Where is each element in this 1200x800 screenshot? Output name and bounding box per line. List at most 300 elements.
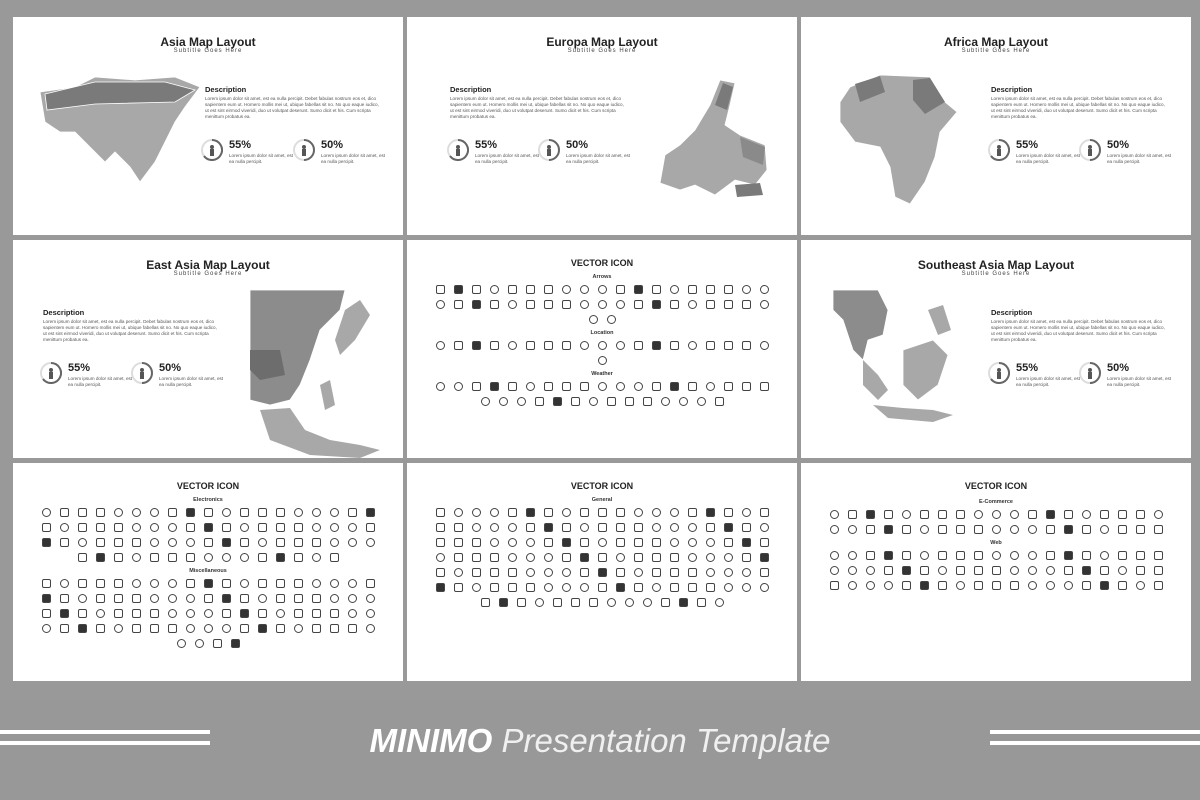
vector-icon <box>366 624 375 633</box>
vector-icon <box>454 341 463 350</box>
slide-east-asia-map[interactable] <box>13 240 403 458</box>
icon-section-title: Weather <box>591 371 613 377</box>
slide-vector-icon-electronics[interactable] <box>13 463 403 681</box>
person-icon <box>1079 362 1101 384</box>
vector-icon <box>1154 581 1163 590</box>
vector-icon <box>956 525 965 534</box>
vector-icon <box>366 579 375 588</box>
vector-icon <box>436 583 445 592</box>
vector-icon <box>96 538 105 547</box>
vector-icon <box>276 579 285 588</box>
vector-icon <box>78 523 87 532</box>
vector-icon <box>294 624 303 633</box>
slide-subtitle: Subtitle Goes Here <box>567 48 637 54</box>
vector-icon <box>436 538 445 547</box>
vector-icon <box>114 624 123 633</box>
vector-icon <box>42 609 51 618</box>
vector-icon <box>1082 581 1091 590</box>
vector-icon <box>60 594 69 603</box>
vector-icon <box>1100 566 1109 575</box>
vector-icon <box>186 579 195 588</box>
icon-sections <box>825 493 1167 590</box>
vector-icon <box>78 594 87 603</box>
vector-icon <box>472 538 481 547</box>
vector-icon <box>670 508 679 517</box>
vector-icon <box>884 566 893 575</box>
vector-icon <box>294 538 303 547</box>
vector-icon <box>436 553 445 562</box>
vector-icon <box>60 538 69 547</box>
vector-icon <box>544 538 553 547</box>
vector-icon <box>330 594 339 603</box>
description-text: Lorem ipsum dolor sit amet, est ea nulla percipit. Debet fabulas nostrum eos et, dico sapientem eum ut. Homero mollis mei ut, ubique fabellas sit no. No quo eaque iudico, ut est sint eirmod viveridi, duo ut volutpat deserunt. Sumo dicit et his. Cum scripta menittum probatus ea. <box>450 96 624 119</box>
vector-icon <box>742 583 751 592</box>
vector-icon <box>114 523 123 532</box>
vector-icon <box>258 508 267 517</box>
vector-icon <box>616 382 625 391</box>
vector-icon <box>1082 525 1091 534</box>
vector-icon <box>598 341 607 350</box>
vector-icon <box>634 285 643 294</box>
description-text: Lorem ipsum dolor sit amet, est ea nulla percipit. Debet fabulas nostrum eos et, dico sapientem eum ut. Homero mollis mei ut, ubique fabellas sit no. No quo eaque iudico, ut est sint eirmod viveridi, duo ut volutpat deserunt. Sumo dicit et his. Cum scripta menittum probatus ea. <box>43 319 217 342</box>
vector-icon <box>78 553 87 562</box>
vector-icon <box>974 551 983 560</box>
slide-africa-map[interactable] <box>801 17 1191 235</box>
stat-text: Lorem ipsum dolor sit amet, est ea nulla percipit. <box>68 376 133 387</box>
vector-icon <box>553 397 562 406</box>
vector-icon <box>1028 525 1037 534</box>
vector-icon <box>114 508 123 517</box>
vector-icon <box>884 525 893 534</box>
vector-icon <box>150 594 159 603</box>
vector-icon <box>240 553 249 562</box>
vector-icon <box>472 285 481 294</box>
vector-icon <box>294 523 303 532</box>
slide-title: Asia Map Layout <box>160 35 256 49</box>
vector-icon <box>607 315 616 324</box>
vector-icon <box>204 594 213 603</box>
vector-icon <box>938 510 947 519</box>
vector-icon <box>1046 510 1055 519</box>
vector-icon <box>490 300 499 309</box>
vector-icon <box>222 594 231 603</box>
vector-icon <box>1118 581 1127 590</box>
vector-icon <box>436 300 445 309</box>
vector-icon <box>625 598 634 607</box>
vector-icon <box>1082 510 1091 519</box>
vector-icon <box>490 341 499 350</box>
vector-icon <box>60 579 69 588</box>
vector-icon <box>222 553 231 562</box>
vector-icon <box>1136 581 1145 590</box>
vector-icon <box>276 523 285 532</box>
slide-southeast-asia-map[interactable] <box>801 240 1191 458</box>
vector-icon <box>938 551 947 560</box>
vector-icon <box>652 553 661 562</box>
vector-icon <box>330 624 339 633</box>
vector-icon <box>920 525 929 534</box>
vector-icon <box>848 525 857 534</box>
vector-icon <box>670 568 679 577</box>
vector-icon <box>1118 566 1127 575</box>
vector-icon <box>1046 581 1055 590</box>
description-text: Lorem ipsum dolor sit amet, est ea nulla percipit. Debet fabulas nostrum eos et, dico sapientem eum ut. Homero mollis mei ut, ubique fabellas sit no. No quo eaque iudico, ut est sint eirmod viveridi, duo ut volutpat deserunt. Sumo dicit et his. Cum scripta menittum probatus ea. <box>991 319 1165 342</box>
vector-icon <box>240 624 249 633</box>
vector-icon <box>1118 510 1127 519</box>
description <box>205 85 381 120</box>
vector-icon <box>294 553 303 562</box>
vector-icon <box>150 508 159 517</box>
description <box>991 308 1167 343</box>
vector-icon <box>1100 581 1109 590</box>
vector-icon <box>616 285 625 294</box>
stat-2 <box>538 139 631 169</box>
vector-icon <box>598 508 607 517</box>
vector-icon <box>312 508 321 517</box>
vector-icon <box>1082 566 1091 575</box>
vector-icon <box>562 538 571 547</box>
vector-icon <box>294 579 303 588</box>
vector-icon <box>240 508 249 517</box>
vector-icon <box>213 639 222 648</box>
vector-icon <box>508 568 517 577</box>
vector-icon <box>670 523 679 532</box>
vector-icon <box>724 568 733 577</box>
slide-asia-map[interactable] <box>13 17 403 235</box>
description-title: Description <box>43 308 85 317</box>
vector-icon <box>760 523 769 532</box>
vector-icon <box>688 523 697 532</box>
vector-icon <box>580 300 589 309</box>
vector-icon <box>186 553 195 562</box>
vector-icon <box>490 538 499 547</box>
vector-icon <box>760 341 769 350</box>
vector-icon <box>643 397 652 406</box>
vector-icon <box>508 583 517 592</box>
stat-value: 50% <box>566 139 589 151</box>
vector-icon <box>830 551 839 560</box>
vector-icon <box>652 538 661 547</box>
vector-icon <box>60 508 69 517</box>
vector-icon <box>742 568 751 577</box>
vector-icon <box>544 508 553 517</box>
vector-icon <box>330 553 339 562</box>
vector-icon <box>168 579 177 588</box>
vector-icon <box>634 300 643 309</box>
vector-icon <box>1064 566 1073 575</box>
slide-vector-icon-ecommerce[interactable] <box>801 463 1191 681</box>
vector-icon <box>150 579 159 588</box>
slide-vector-icon-general[interactable] <box>407 463 797 681</box>
vector-icon <box>348 609 357 618</box>
vector-icon <box>866 566 875 575</box>
vector-icon <box>589 397 598 406</box>
vector-icon <box>634 568 643 577</box>
vector-icon <box>294 609 303 618</box>
vector-icon <box>760 508 769 517</box>
icon-section-title: Electronics <box>193 497 223 503</box>
vector-icon <box>481 397 490 406</box>
vector-icon <box>195 639 204 648</box>
icon-section-title: Location <box>590 330 614 336</box>
vector-icon <box>508 508 517 517</box>
vector-icon <box>490 523 499 532</box>
vector-icon <box>1154 551 1163 560</box>
vector-icon <box>150 609 159 618</box>
vector-icon <box>42 579 51 588</box>
vector-icon <box>848 581 857 590</box>
vector-icon <box>348 624 357 633</box>
vector-icon <box>742 523 751 532</box>
vector-icon <box>848 510 857 519</box>
vector-icon <box>177 639 186 648</box>
vector-icon <box>472 341 481 350</box>
southeast-asia-map <box>833 290 958 430</box>
vector-icon <box>616 568 625 577</box>
vector-icon <box>715 598 724 607</box>
vector-icon <box>526 382 535 391</box>
vector-icon <box>920 510 929 519</box>
vector-icon <box>688 285 697 294</box>
description-title: Description <box>991 308 1033 317</box>
vector-icon <box>544 285 553 294</box>
vector-icon <box>366 594 375 603</box>
vector-icon <box>956 510 965 519</box>
stat-1 <box>988 139 1081 169</box>
vector-icon <box>132 553 141 562</box>
vector-icon <box>1082 551 1091 560</box>
vector-icon <box>598 356 607 365</box>
person-icon <box>988 139 1010 161</box>
vector-icon <box>490 568 499 577</box>
vector-icon <box>706 523 715 532</box>
stat-text: Lorem ipsum dolor sit amet, est ea nulla percipit. <box>475 153 540 164</box>
slide-title: Africa Map Layout <box>943 35 1048 49</box>
vector-icon <box>598 285 607 294</box>
vector-icon <box>204 508 213 517</box>
vector-icon <box>348 579 357 588</box>
icon-sections <box>37 491 379 648</box>
vector-icon <box>956 566 965 575</box>
icon-grid <box>37 508 379 562</box>
vector-icon <box>992 551 1001 560</box>
vector-icon <box>974 566 983 575</box>
vector-icon <box>634 553 643 562</box>
vector-icon <box>258 624 267 633</box>
vector-icon <box>508 553 517 562</box>
vector-icon <box>114 594 123 603</box>
vector-icon <box>670 382 679 391</box>
vector-icon <box>652 523 661 532</box>
vector-icon <box>258 538 267 547</box>
vector-icon <box>472 382 481 391</box>
vector-icon <box>571 598 580 607</box>
vector-icon <box>866 510 875 519</box>
vector-icon <box>598 538 607 547</box>
vector-icon <box>760 568 769 577</box>
vector-icon <box>330 538 339 547</box>
vector-icon <box>724 341 733 350</box>
vector-icon <box>132 609 141 618</box>
vector-icon <box>222 579 231 588</box>
vector-icon <box>1154 510 1163 519</box>
vector-icon <box>643 598 652 607</box>
vector-icon <box>436 285 445 294</box>
vector-icon <box>114 553 123 562</box>
icon-section-title: Web <box>990 540 1002 546</box>
stat-text: Lorem ipsum dolor sit amet, est ea nulla percipit. <box>1016 376 1081 387</box>
stat-1 <box>40 362 133 392</box>
vector-icon <box>706 341 715 350</box>
vector-icon <box>652 583 661 592</box>
vector-icon <box>276 624 285 633</box>
vector-icon <box>830 581 839 590</box>
vector-icon <box>706 568 715 577</box>
vector-icon <box>1046 566 1055 575</box>
vector-icon <box>454 300 463 309</box>
vector-icon <box>240 523 249 532</box>
vector-icon <box>1010 510 1019 519</box>
stat-value: 55% <box>1016 139 1039 151</box>
vector-icon <box>526 523 535 532</box>
icon-sections <box>431 491 773 607</box>
vector-icon <box>866 581 875 590</box>
vector-icon <box>535 598 544 607</box>
vector-icon <box>607 598 616 607</box>
vector-icon <box>902 566 911 575</box>
vector-icon <box>760 300 769 309</box>
vector-icon <box>706 300 715 309</box>
vector-icon <box>330 609 339 618</box>
vector-icon <box>724 583 733 592</box>
vector-icon <box>1028 581 1037 590</box>
vector-icon <box>679 598 688 607</box>
vector-icon <box>1064 581 1073 590</box>
vector-icon <box>866 525 875 534</box>
description <box>450 85 626 120</box>
vector-icon <box>168 508 177 517</box>
vector-icon <box>697 397 706 406</box>
vector-icon <box>150 538 159 547</box>
vector-icon <box>1136 551 1145 560</box>
vector-icon <box>366 538 375 547</box>
vector-icon <box>760 553 769 562</box>
icon-grid <box>825 510 1167 534</box>
vector-icon <box>902 525 911 534</box>
vector-icon <box>598 382 607 391</box>
vector-icon <box>661 598 670 607</box>
vector-icon <box>454 538 463 547</box>
vector-icon <box>544 568 553 577</box>
vector-icon <box>186 624 195 633</box>
vector-icon <box>688 300 697 309</box>
vector-icon <box>490 553 499 562</box>
vector-icon <box>508 341 517 350</box>
icon-sections <box>431 268 773 406</box>
vector-icon <box>616 300 625 309</box>
banner-title <box>0 722 1200 760</box>
vector-icon <box>42 594 51 603</box>
vector-icon <box>132 523 141 532</box>
person-icon <box>447 139 469 161</box>
vector-icon <box>96 624 105 633</box>
vector-icon <box>348 538 357 547</box>
vector-icon <box>508 523 517 532</box>
vector-icon <box>204 538 213 547</box>
vector-icon <box>652 568 661 577</box>
stat-value: 55% <box>229 139 252 151</box>
vector-icon <box>454 285 463 294</box>
vector-icon <box>1010 525 1019 534</box>
vector-icon <box>490 508 499 517</box>
icon-section-title: Arrows <box>592 274 612 280</box>
vector-icon <box>562 583 571 592</box>
person-icon <box>988 362 1010 384</box>
vector-icon <box>222 624 231 633</box>
vector-icon <box>1010 566 1019 575</box>
vector-icon <box>652 300 661 309</box>
stat-2 <box>1079 362 1172 392</box>
vector-icon <box>848 566 857 575</box>
vector-icon <box>760 382 769 391</box>
slide-title: East Asia Map Layout <box>146 258 270 272</box>
slide-title: VECTOR ICON <box>964 481 1028 491</box>
vector-icon <box>60 624 69 633</box>
vector-icon <box>1100 525 1109 534</box>
vector-icon <box>240 538 249 547</box>
vector-icon <box>920 566 929 575</box>
vector-icon <box>1118 551 1127 560</box>
vector-icon <box>240 579 249 588</box>
vector-icon <box>472 300 481 309</box>
vector-icon <box>330 508 339 517</box>
vector-icon <box>679 397 688 406</box>
slide-vector-icon-arrows[interactable] <box>407 240 797 458</box>
vector-icon <box>222 538 231 547</box>
vector-icon <box>312 553 321 562</box>
vector-icon <box>992 566 1001 575</box>
vector-icon <box>589 315 598 324</box>
person-icon <box>131 362 153 384</box>
vector-icon <box>830 566 839 575</box>
vector-icon <box>562 285 571 294</box>
vector-icon <box>96 553 105 562</box>
vector-icon <box>258 594 267 603</box>
vector-icon <box>760 583 769 592</box>
vector-icon <box>204 523 213 532</box>
vector-icon <box>436 568 445 577</box>
vector-icon <box>697 598 706 607</box>
vector-icon <box>992 510 1001 519</box>
vector-icon <box>222 523 231 532</box>
vector-icon <box>562 341 571 350</box>
vector-icon <box>938 581 947 590</box>
vector-icon <box>258 523 267 532</box>
vector-icon <box>670 285 679 294</box>
vector-icon <box>526 538 535 547</box>
vector-icon <box>884 510 893 519</box>
vector-icon <box>204 553 213 562</box>
vector-icon <box>348 508 357 517</box>
vector-icon <box>715 397 724 406</box>
vector-icon <box>598 583 607 592</box>
vector-icon <box>544 300 553 309</box>
vector-icon <box>517 598 526 607</box>
slide-europa-map[interactable] <box>407 17 797 235</box>
stat-value: 50% <box>1107 362 1130 374</box>
vector-icon <box>436 341 445 350</box>
vector-icon <box>670 553 679 562</box>
